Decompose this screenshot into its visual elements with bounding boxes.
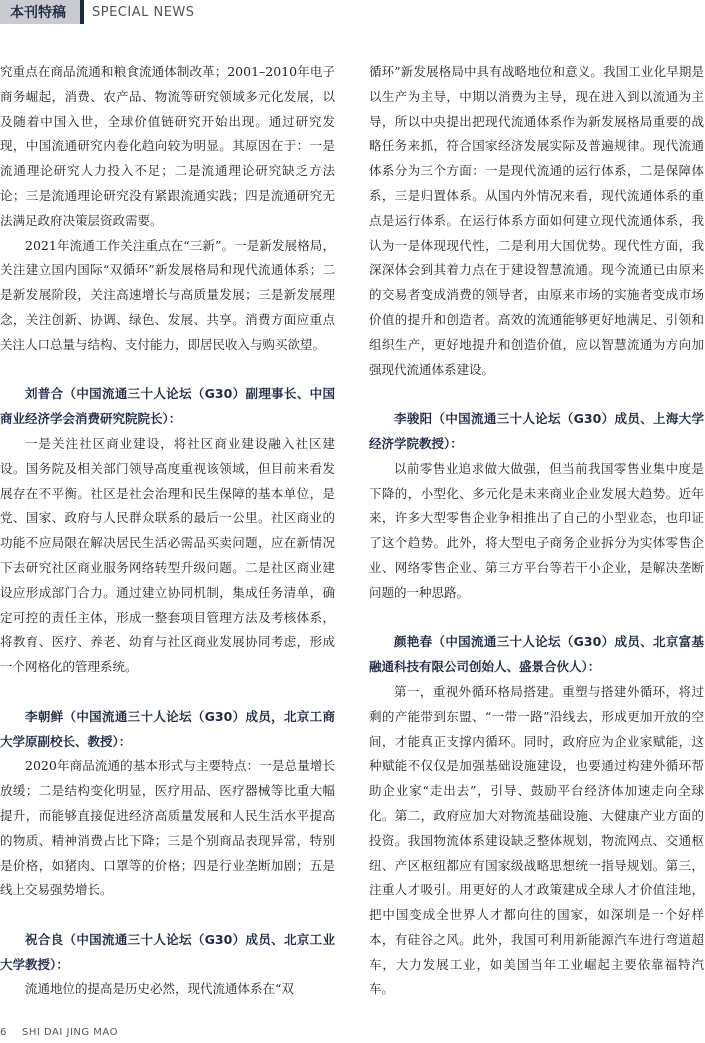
paragraph: 以前零售业追求做大做强，但当前我国零售业集中度是下降的，小型化、多元化是未来商业企业发展大趋势。近年来，许多大型零售企业争相推出了自己的小型业态，也印证了这个趋势。此外，将大型电子商务企业拆分为实体零售企业、网络零售企业、第三方平台等若干小企业，是解决垄断问题的一种思路。 [369, 460, 704, 600]
page-header [0, 0, 705, 24]
magazine-name: SHI DAI JING MAO [22, 1027, 118, 1038]
paragraph: 究重点在商品流通和粮食流通体制改革；2001–2010年电子商务崛起，消费、农产品、物流等研究领域多元化发展，以及随着中国入世，全球价值链研究开始出现。通过研究发现，中国流通研究内卷化趋向较为明显。其原因在于：一是流通理论研究人力投入不足；二是流通理论研究缺乏方法论；三是流通理论研究没有紧跟流通实践；四是流通研究无法满足政府决策层资政需要。 [0, 64, 335, 228]
paragraph: 一是关注社区商业建设，将社区商业建设融入社区建设。国务院及相关部门领导高度重视该领域，但目前来看发展存在不平衡。社区是社会治理和民生保障的基本单位，是党、国家、政府与人民群众联系的最后一公里。社区商业的功能不应局限在解决居民生活必需品买卖问题，应在新情况下去研究社区商业服务网络转型升级问题。二是社区商业建设应形成部门合力。通过建立协同机制，集成任务清单，确定可控的责任主体，形成一整套项目管理方法及考核体系，将教育、医疗、养老、幼育与社区商业发展协同考虑，形成一个网格化的管理系统。 [0, 435, 335, 675]
speaker-heading: 颜艳春（中国流通三十人论坛（G30）成员、北京富基融通科技有限公司创始人、盛景合伙人）： [369, 634, 704, 675]
speaker-heading: 李骏阳（中国流通三十人论坛（G30）成员、上海大学经济学院教授）： [369, 411, 704, 451]
paragraph: 2021年流通工作关注重点在“三新”。一是新发展格局，关注建立国内国际“双循环”新发展格局和现代流通体系；二是新发展阶段，关注高速增长与高质量发展；三是新发展理念，关注创新、协调、绿色、发展、共享。消费方面应重点关注人口总量与结构、支付能力，即居民收入与购买欲望。 [0, 237, 335, 352]
left-column [0, 60, 335, 1002]
right-column [369, 60, 704, 1002]
section-label: 本刊特稿 [0, 0, 80, 24]
section-label-en: SPECIAL NEWS [92, 4, 195, 20]
speaker-heading: 祝合良（中国流通三十人论坛（G30）成员、北京工业大学教授）： [0, 931, 335, 972]
paragraph: 循环”新发展格局中具有战略地位和意义。我国工业化早期是以生产为主导，中期以消费为主导，现在进入到以流通为主导，所以中央提出把现代流通体系作为新发展格局重要的战略任务来抓，符合国家经济发展实际及普遍规律。现代流通体系分为三个方面：一是现代流通的运行体系，二是保障体系，三是归置体系。从国内外情况来看，现代流通体系的重点是运行体系。在运行体系方面如何建立现代流通体系，我认为一是体现现代性，二是利用大国优势。现代性方面，我深深体会到其着力点在于建设智慧流通。现今流通已由原来的交易者变成消费的领导者，由原来市场的实施者变成市场价值的提升和创造者。高效的流通能够更好地满足、引领和组织生产，更好地提升和创造价值，应以智慧流通为方向加强现代流通体系建设。 [369, 64, 704, 377]
paragraph: 第一，重视外循环格局搭建。重塑与搭建外循环，将过剩的产能带到东盟、“一带一路”沿线去，形成更加开放的空间，才能真正支撑内循环。同时，政府应为企业家赋能，这种赋能不仅仅是加强基础设施建设，也要通过构建外循环帮助企业家“走出去”，引导、鼓励平台经济体加速走向全球化。第二，政府应加大对物流基础设施、大健康产业方面的投资。我国物流体系建设缺乏整体规划，物流网点、交通枢纽、产区枢纽都应有国家级战略思想统一指导规划。第三，注重人才吸引。用更好的人才政策建成全球人才价值洼地，把中国变成全世界人才都向往的国家，如深圳是一个好样本，有硅谷之风。此外，我国可利用新能源汽车进行弯道超车，大力发展工业，如美国当年工业崛起主要依靠福特汽车。 [369, 683, 704, 997]
paragraph: 2020年商品流通的基本形式与主要特点：一是总量增长放缓；二是结构变化明显，医疗用品、医疗器械等比重大幅提升，而能够直接促进经济高质量发展和人民生活水平提高的物质、精神消费占比下降；三是个别商品表现异常，特别是价格，如猪肉、口罩等的价格；四是行业垄断加剧；五是线上交易强势增长。 [0, 758, 335, 898]
speaker-heading: 刘普合（中国流通三十人论坛（G30）副理事长、中国商业经济学会消费研究院院长）： [0, 386, 335, 427]
speaker-heading: 李朝鲜（中国流通三十人论坛（G30）成员，北京工商大学原副校长、教授）： [0, 708, 335, 749]
page-number: 6 [0, 1027, 7, 1038]
page-footer [0, 1027, 705, 1043]
paragraph: 流通地位的提高是历史必然，现代流通体系在“双 [25, 981, 294, 997]
